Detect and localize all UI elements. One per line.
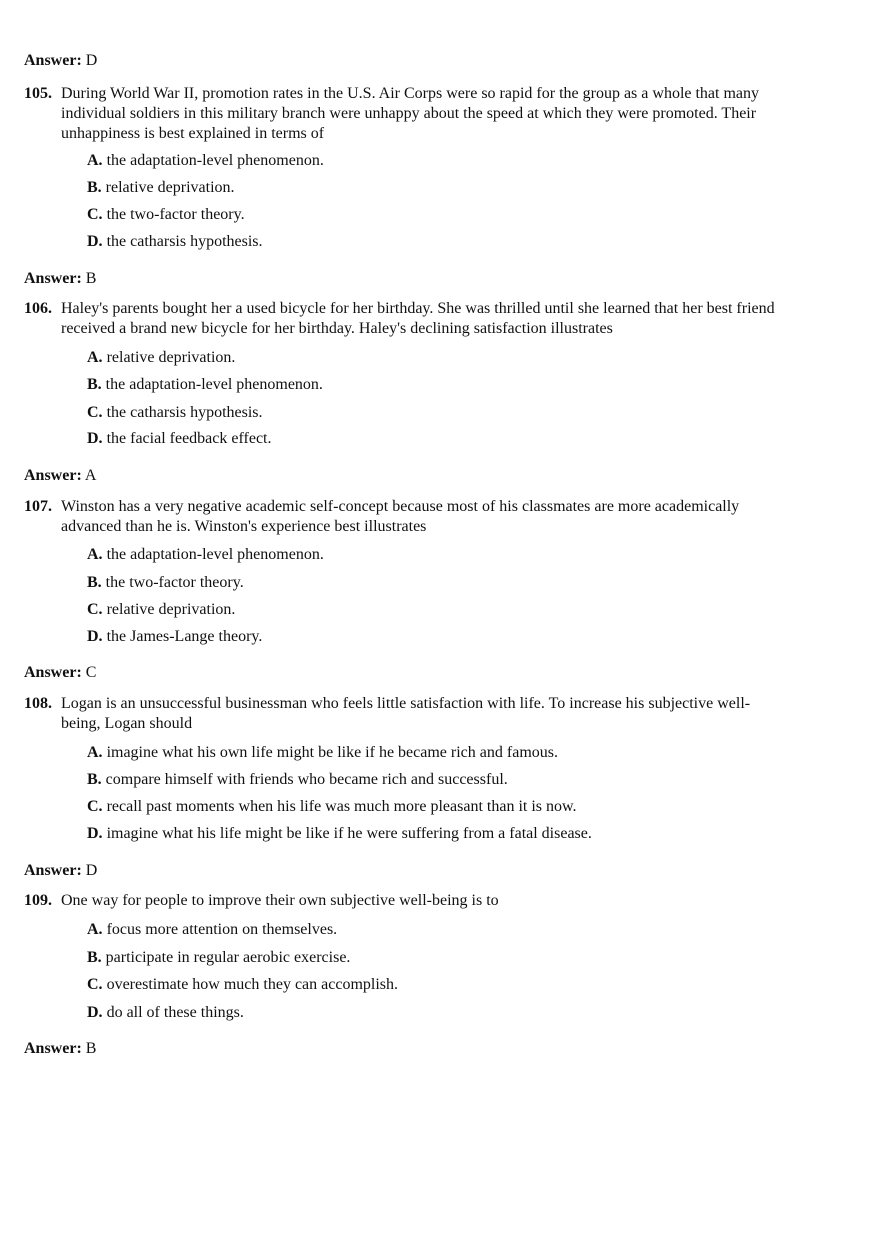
option-108-d xyxy=(87,824,592,844)
option-letter: A. xyxy=(87,152,103,169)
answer-label: Answer: xyxy=(24,467,82,484)
question-text-107 xyxy=(61,497,851,537)
question-line: being, Logan should xyxy=(61,715,193,732)
question-number-109: 109. xyxy=(24,892,52,909)
option-letter: A. xyxy=(87,349,103,366)
question-line: received a brand new bicycle for her birthday. Haley's declining satisfaction illustrates xyxy=(61,320,613,337)
option-105-d xyxy=(87,232,263,252)
option-text: relative deprivation. xyxy=(106,601,236,618)
option-106-c xyxy=(87,403,263,423)
option-108-c xyxy=(87,797,577,817)
option-letter: B. xyxy=(87,574,102,591)
answer-value: D xyxy=(85,52,98,69)
option-text: do all of these things. xyxy=(106,1004,244,1021)
question-number-108: 108. xyxy=(24,695,52,712)
option-letter: B. xyxy=(87,376,102,393)
option-text: the catharsis hypothesis. xyxy=(106,404,263,421)
option-text: imagine what his own life might be like if he became rich and famous. xyxy=(106,744,558,761)
question-number-105: 105. xyxy=(24,85,52,102)
option-letter: D. xyxy=(87,628,103,645)
option-text: compare himself with friends who became rich and successful. xyxy=(105,771,508,788)
question-line: individual soldiers in this military branch were unhappy about the speed at which they were promoted. Their xyxy=(61,105,757,122)
option-letter: C. xyxy=(87,206,103,223)
question-line: During World War II, promotion rates in the U.S. Air Corps were so rapid for the group as a whole that many xyxy=(61,85,760,102)
question-text-105 xyxy=(61,84,851,144)
option-text: the facial feedback effect. xyxy=(106,430,272,447)
option-text: the James-Lange theory. xyxy=(106,628,263,645)
option-text: the two-factor theory. xyxy=(105,574,244,591)
answer-108 xyxy=(24,861,97,881)
question-text-108 xyxy=(61,694,851,734)
option-letter: C. xyxy=(87,798,103,815)
answer-label: Answer: xyxy=(24,270,82,287)
option-text: overestimate how much they can accomplish. xyxy=(106,976,399,993)
option-108-a xyxy=(87,743,558,763)
option-106-b xyxy=(87,375,323,395)
option-109-c xyxy=(87,975,398,995)
question-line: advanced than he is. Winston's experience best illustrates xyxy=(61,518,427,535)
question-line: One way for people to improve their own subjective well-being is to xyxy=(61,892,499,909)
option-106-d xyxy=(87,429,271,449)
answer-value: A xyxy=(84,467,97,484)
option-text: imagine what his life might be like if he were suffering from a fatal disease. xyxy=(106,825,592,842)
option-text: the adaptation-level phenomenon. xyxy=(106,152,324,169)
answer-107 xyxy=(24,663,96,683)
answer-label: Answer: xyxy=(24,1040,82,1057)
option-text: recall past moments when his life was much more pleasant than it is now. xyxy=(106,798,577,815)
question-line: Haley's parents bought her a used bicycle for her birthday. She was thrilled until she learned that her best friend xyxy=(61,300,775,317)
option-letter: C. xyxy=(87,404,103,421)
answer-value: C xyxy=(85,664,97,681)
answer-label: Answer: xyxy=(24,664,82,681)
answer-109 xyxy=(24,1039,96,1059)
option-107-a xyxy=(87,545,324,565)
option-letter: C. xyxy=(87,601,103,618)
option-107-b xyxy=(87,573,244,593)
option-109-a xyxy=(87,920,337,940)
option-letter: D. xyxy=(87,825,103,842)
answer-label: Answer: xyxy=(24,52,82,69)
answer-105 xyxy=(24,269,96,289)
option-107-d xyxy=(87,627,262,647)
option-105-a xyxy=(87,151,324,171)
answer-106 xyxy=(24,466,96,486)
option-letter: B. xyxy=(87,771,102,788)
answer-prev xyxy=(24,51,97,71)
option-105-c xyxy=(87,205,245,225)
option-text: the adaptation-level phenomenon. xyxy=(105,376,323,393)
option-letter: B. xyxy=(87,179,102,196)
option-text: the adaptation-level phenomenon. xyxy=(106,546,324,563)
option-text: relative deprivation. xyxy=(106,349,236,366)
option-text: the catharsis hypothesis. xyxy=(106,233,263,250)
option-text: the two-factor theory. xyxy=(106,206,245,223)
question-text-106 xyxy=(61,299,851,339)
option-letter: C. xyxy=(87,976,103,993)
option-109-b xyxy=(87,948,350,968)
option-letter: B. xyxy=(87,949,102,966)
question-line: Logan is an unsuccessful businessman who feels little satisfaction with life. To increase his subjective well- xyxy=(61,695,751,712)
option-109-d xyxy=(87,1003,244,1023)
question-line: unhappiness is best explained in terms of xyxy=(61,125,325,142)
question-number-106: 106. xyxy=(24,300,52,317)
option-text: participate in regular aerobic exercise. xyxy=(105,949,351,966)
option-letter: D. xyxy=(87,430,103,447)
question-line: Winston has a very negative academic self-concept because most of his classmates are more academically xyxy=(61,498,740,515)
option-letter: A. xyxy=(87,921,103,938)
answer-label: Answer: xyxy=(24,862,82,879)
option-106-a xyxy=(87,348,235,368)
question-text-109 xyxy=(61,891,851,911)
option-letter: D. xyxy=(87,233,103,250)
option-text: focus more attention on themselves. xyxy=(106,921,338,938)
option-letter: A. xyxy=(87,546,103,563)
question-number-107: 107. xyxy=(24,498,52,515)
option-105-b xyxy=(87,178,235,198)
answer-value: D xyxy=(85,862,98,879)
option-letter: A. xyxy=(87,744,103,761)
option-letter: D. xyxy=(87,1004,103,1021)
option-108-b xyxy=(87,770,508,790)
option-text: relative deprivation. xyxy=(105,179,235,196)
option-107-c xyxy=(87,600,235,620)
answer-value: B xyxy=(85,1040,97,1057)
answer-value: B xyxy=(85,270,97,287)
